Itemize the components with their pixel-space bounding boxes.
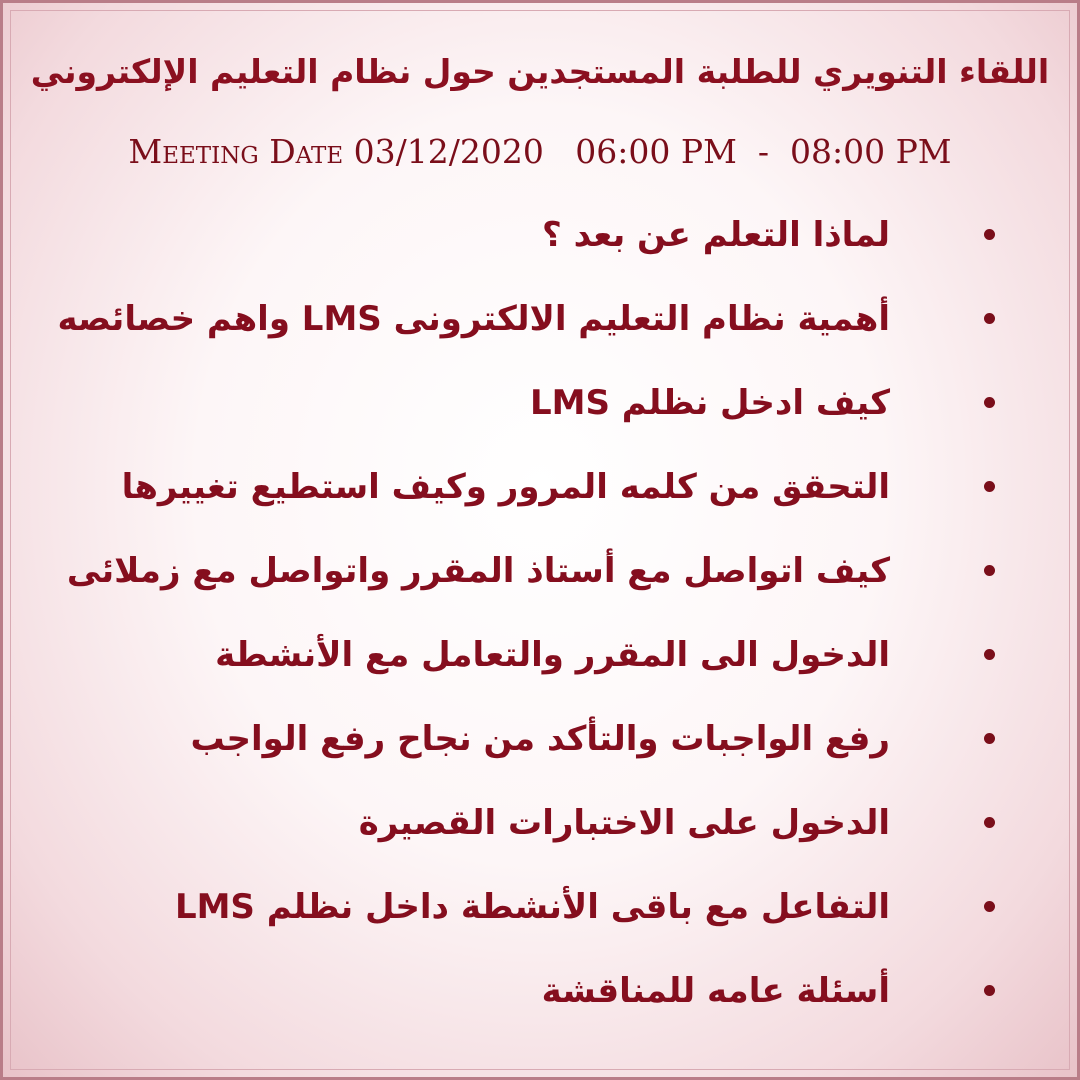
agenda-item-text: أهمية نظام التعليم الالكترونى LMS واهم خصائصه [57,299,890,339]
agenda-item-text: لماذا التعلم عن بعد ؟ [542,215,890,255]
agenda-item [40,373,1040,433]
bullet-icon [984,565,995,576]
bullet-icon [984,649,995,660]
agenda-item [40,457,1040,517]
agenda-item [40,625,1040,685]
bullet-icon [984,481,995,492]
bullet-icon [984,229,995,240]
page-title: اللقاء التنويري للطلبة المستجدين حول نظام التعليم الإلكتروني [30,52,1050,91]
agenda-list [40,205,1040,1025]
agenda-item [40,289,1040,349]
agenda-item-text: الدخول الى المقرر والتعامل مع الأنشطة [215,635,890,675]
meeting-date-line: Meeting Date 03/12/2020 06:00 PM - 08:00 PM [128,132,952,171]
bullet-icon [984,313,995,324]
agenda-item-text: أسئلة عامه للمناقشة [541,971,890,1011]
agenda-item [40,205,1040,265]
agenda-item [40,877,1040,937]
bullet-icon [984,817,995,828]
agenda-item-text: رفع الواجبات والتأكد من نجاح رفع الواجب [190,719,890,759]
bullet-icon [984,733,995,744]
agenda-item [40,709,1040,769]
agenda-item-text: كيف ادخل نظلم LMS [529,383,890,423]
bullet-icon [984,397,995,408]
agenda-item-text: التحقق من كلمه المرور وكيف استطيع تغييرها [121,467,890,507]
agenda-item [40,541,1040,601]
agenda-item [40,961,1040,1021]
agenda-item-text: الدخول على الاختبارات القصيرة [358,803,890,843]
agenda-item-text: التفاعل مع باقى الأنشطة داخل نظلم LMS [174,887,890,927]
bullet-icon [984,985,995,996]
agenda-item [40,793,1040,853]
bullet-icon [984,901,995,912]
agenda-item-text: كيف اتواصل مع أستاذ المقرر واتواصل مع زملائى [66,551,890,591]
